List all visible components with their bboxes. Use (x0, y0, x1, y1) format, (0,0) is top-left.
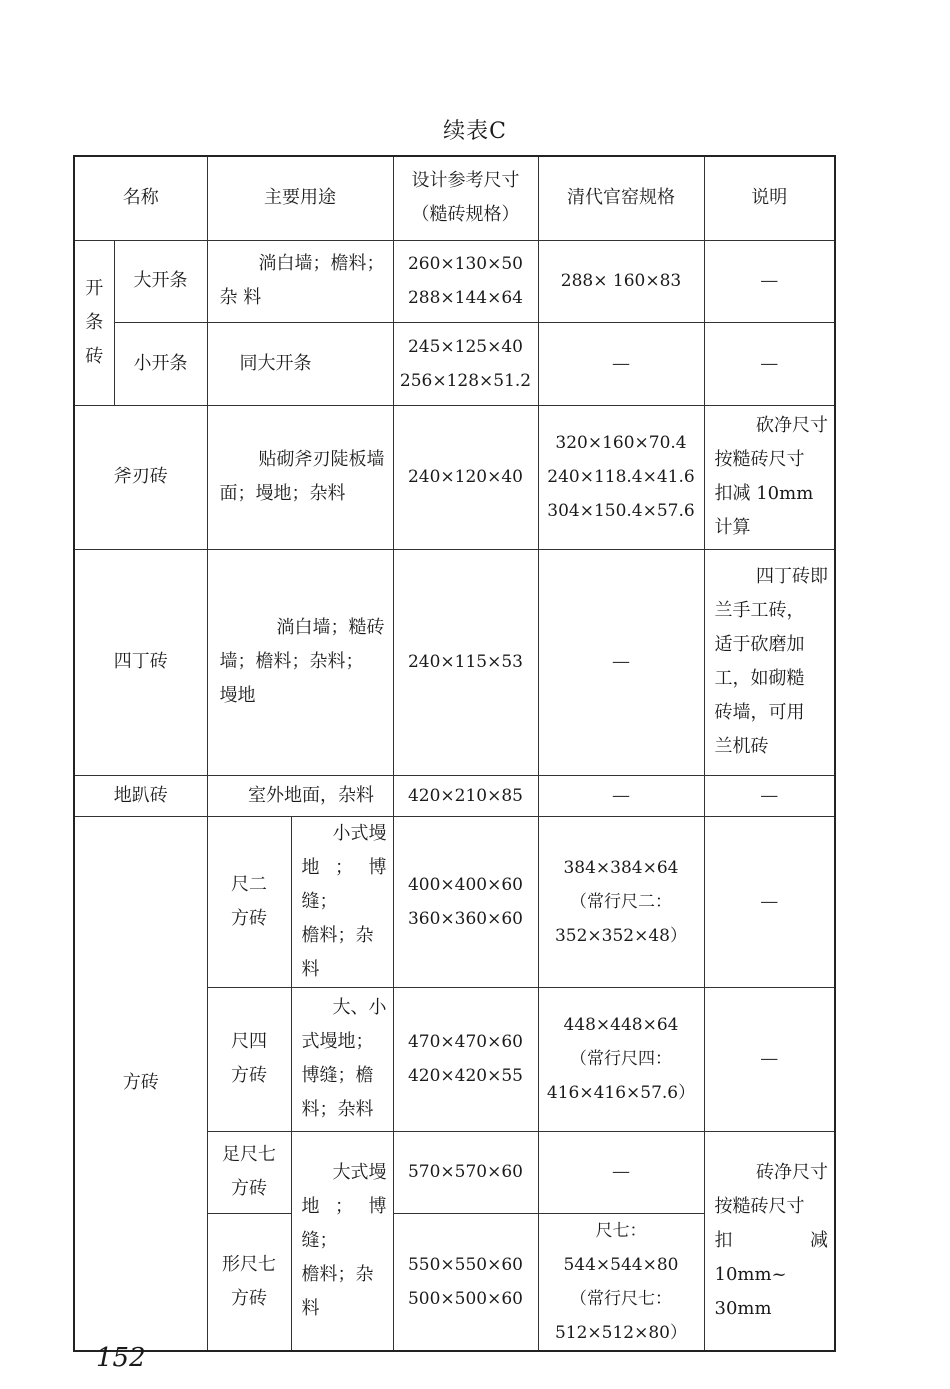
note-line: 30mm (714, 1297, 772, 1319)
size-line: 245×125×40 (407, 336, 523, 357)
qing-cell (538, 1213, 704, 1351)
size-line: 500×500×60 (407, 1288, 523, 1309)
sub-brick-name (207, 816, 291, 987)
note-line: 砍净尺寸 (756, 415, 828, 436)
sub-name-line: 方砖 (231, 1065, 267, 1086)
usage-line: 料；杂料 (301, 1099, 374, 1120)
header-row (74, 156, 835, 240)
qing-line: 304×150.4×57.6 (547, 501, 695, 521)
size-cell: 570×570×60 (393, 1131, 538, 1213)
usage-cell (207, 549, 393, 775)
usage-cell: 室外地面，杂料 (207, 775, 393, 816)
table-row (74, 549, 835, 775)
note-line: 计算 (714, 517, 751, 538)
qing-cell: — (538, 322, 704, 405)
table-row (74, 405, 835, 549)
header-usage: 主要用途 (207, 156, 393, 240)
usage-cell (291, 816, 393, 987)
brick-name: 地趴砖 (74, 775, 207, 816)
table-caption: 续表C (443, 119, 507, 144)
usage-line: 大、小 (332, 997, 387, 1018)
note-cell (704, 405, 835, 549)
table-row (74, 322, 835, 405)
size-line: 420×420×55 (407, 1066, 523, 1086)
group-char: 开 (85, 277, 104, 299)
size-line: 260×130×50 (407, 254, 523, 274)
usage-line: 料 (301, 958, 320, 980)
usage-line: 墙；檐料；杂料； (219, 651, 364, 672)
usage-line: 小式墁 (332, 822, 387, 844)
qing-line: 416×416×57.6） (546, 1083, 696, 1103)
note-cell: — (704, 775, 835, 816)
usage-line: 杂 料 (219, 287, 262, 308)
usage-line: 贴砌斧刃陡板墙 (258, 449, 385, 470)
qing-line: 512×512×80） (554, 1322, 687, 1343)
usage-cell (207, 405, 393, 549)
usage-line: 檐料；杂 (301, 1263, 374, 1285)
note-cell: — (704, 816, 835, 987)
brick-name: 四丁砖 (74, 549, 207, 775)
qing-line: 544×544×80 (563, 1254, 679, 1275)
sub-brick-name (207, 1131, 291, 1213)
note-cell (704, 549, 835, 775)
note-cell: — (704, 987, 835, 1131)
qing-line: （常行尺四： (570, 1049, 672, 1069)
size-cell (393, 987, 538, 1131)
qing-cell (538, 816, 704, 987)
note-cell (704, 1131, 835, 1351)
sub-name-line: 形尺七 (222, 1253, 276, 1275)
usage-cell: 同大开条 (207, 322, 393, 405)
sub-brick-name (207, 987, 291, 1131)
size-cell (393, 322, 538, 405)
usage-line: 墁地 (219, 685, 256, 706)
qing-line: （常行尺七： (570, 1288, 672, 1309)
size-cell (393, 240, 538, 322)
qing-cell: — (538, 549, 704, 775)
note-line: 扣减 10mm~ (714, 1229, 828, 1285)
usage-line: 檐料；杂 (301, 924, 374, 946)
usage-line: 地；博缝； (301, 1195, 387, 1251)
note-cell: — (704, 322, 835, 405)
kaitiao-group-label (74, 240, 114, 405)
sub-name-line: 方砖 (231, 907, 267, 929)
brick-name: 方砖 (74, 816, 207, 1351)
brick-name: 小开条 (114, 322, 207, 405)
group-char: 条 (85, 311, 104, 333)
qing-line: 尺七： (595, 1220, 647, 1241)
header-qing: 清代官窑规格 (538, 156, 704, 240)
size-line: 256×128×51.2 (399, 370, 532, 391)
size-cell: 240×115×53 (393, 549, 538, 775)
qing-cell (538, 405, 704, 549)
brick-name: 斧刃砖 (74, 405, 207, 549)
header-name: 名称 (74, 156, 207, 240)
qing-line: 240×118.4×41.6 (547, 467, 695, 487)
qing-line: 320×160×70.4 (555, 433, 687, 453)
size-cell (393, 816, 538, 987)
usage-cell (291, 1131, 393, 1351)
size-line: 400×400×60 (407, 874, 523, 895)
header-size (393, 156, 538, 240)
usage-line: 地；博缝； (301, 856, 387, 912)
note-cell: — (704, 240, 835, 322)
size-line: 550×550×60 (407, 1254, 523, 1275)
brick-name: 大开条 (114, 240, 207, 322)
sub-name-line: 尺四 (231, 1031, 267, 1052)
qing-cell: 288× 160×83 (538, 240, 704, 322)
usage-line: 淌白墙；檐料； (258, 253, 385, 274)
size-cell: 420×210×85 (393, 775, 538, 816)
qing-line: （常行尺二： (570, 891, 672, 912)
usage-cell (291, 987, 393, 1131)
table-row (74, 775, 835, 816)
usage-line: 大式墁 (332, 1161, 387, 1183)
note-line: 兰机砖 (714, 736, 769, 757)
size-line: 360×360×60 (407, 908, 523, 929)
usage-line: 淌白墙；糙砖 (276, 617, 385, 638)
note-line: 扣减 10mm (714, 483, 814, 504)
size-cell: 240×120×40 (393, 405, 538, 549)
sub-name-line: 方砖 (231, 1178, 267, 1199)
size-cell (393, 1213, 538, 1351)
usage-cell (207, 240, 393, 322)
size-line: 288×144×64 (407, 288, 523, 308)
header-size-line1: 设计参考尺寸 (411, 170, 520, 192)
usage-line: 面；墁地；杂料 (219, 483, 346, 504)
sub-name-line: 尺二 (231, 873, 267, 895)
qing-cell: — (538, 775, 704, 816)
group-char: 砖 (85, 345, 104, 367)
header-size-line2: （糙砖规格） (411, 204, 520, 226)
qing-line: 352×352×48） (554, 925, 687, 946)
sub-brick-name (207, 1213, 291, 1351)
note-line: 工，如砌糙 (714, 668, 805, 689)
qing-cell: — (538, 1131, 704, 1213)
note-line: 砖净尺寸 (756, 1161, 828, 1183)
size-line: 470×470×60 (407, 1032, 523, 1052)
note-line: 适于砍磨加 (714, 634, 805, 655)
usage-line: 式墁地； (301, 1031, 374, 1052)
table-row (74, 240, 835, 322)
note-line: 砖墙，可用 (714, 702, 805, 723)
note-line: 按糙砖尺寸 (714, 449, 805, 470)
header-note: 说明 (704, 156, 835, 240)
sub-name-line: 方砖 (231, 1287, 267, 1309)
note-line: 按糙砖尺寸 (714, 1195, 805, 1217)
qing-cell (538, 987, 704, 1131)
sub-name-line: 足尺七 (222, 1144, 276, 1165)
qing-line: 448×448×64 (563, 1015, 679, 1035)
page-number: 152 (96, 1343, 146, 1373)
qing-line: 384×384×64 (563, 857, 679, 878)
usage-line: 博缝；檐 (301, 1065, 374, 1086)
table-row (74, 816, 835, 987)
note-line: 兰手工砖， (714, 600, 805, 621)
brick-spec-table (73, 155, 836, 1352)
usage-line: 料 (301, 1297, 320, 1319)
note-line: 四丁砖即 (756, 566, 828, 587)
